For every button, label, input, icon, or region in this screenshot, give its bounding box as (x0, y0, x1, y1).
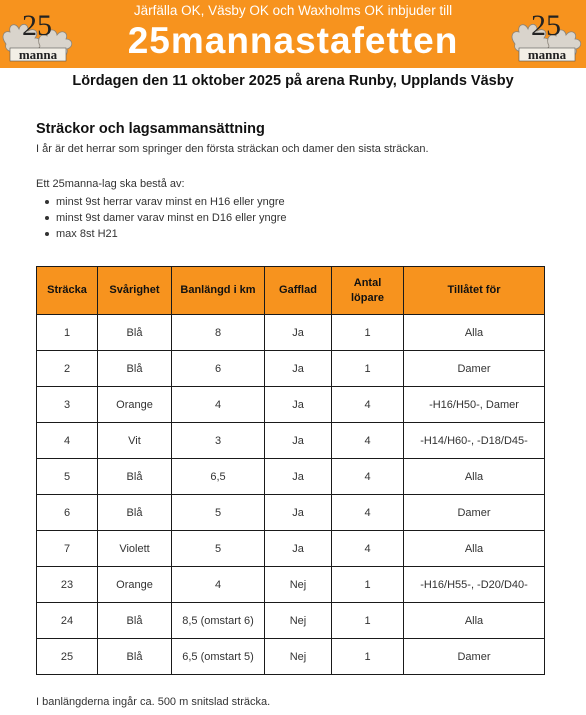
header-banner (0, 0, 586, 68)
cell-forked: Ja (265, 495, 332, 531)
cell-forked: Nej (265, 639, 332, 675)
section-heading: Sträckor och lagsammansättning (36, 121, 265, 137)
cell-difficulty: Blå (98, 495, 172, 531)
cell-runners: 1 (332, 315, 404, 351)
cell-leg: 24 (37, 603, 98, 639)
cell-allowed: Alla (404, 603, 545, 639)
cell-leg: 4 (37, 423, 98, 459)
cell-leg: 1 (37, 315, 98, 351)
cell-length: 3 (172, 423, 265, 459)
section-lead: I år är det herrar som springer den första sträckan och damer den sista sträckan. (36, 143, 429, 155)
cell-leg: 3 (37, 387, 98, 423)
logo-right-number: 25 (531, 9, 561, 42)
legs-table (36, 266, 545, 675)
table-row (37, 459, 545, 495)
cell-leg: 5 (37, 459, 98, 495)
cell-runners: 1 (332, 351, 404, 387)
cell-length: 8 (172, 315, 265, 351)
cell-allowed: Damer (404, 351, 545, 387)
logo-right-word: manna (527, 47, 567, 62)
cell-difficulty: Blå (98, 351, 172, 387)
invite-line: Järfälla OK, Väsby OK och Waxholms OK inbjuder till (133, 3, 453, 18)
logo-left-number: 25 (22, 9, 52, 42)
cell-difficulty: Orange (98, 387, 172, 423)
cell-leg: 23 (37, 567, 98, 603)
cell-difficulty: Blå (98, 603, 172, 639)
col-header-leg: Sträcka (37, 267, 98, 315)
table-row (37, 531, 545, 567)
col-header-length: Banlängd i km (172, 267, 265, 315)
cell-allowed: Alla (404, 315, 545, 351)
cell-length: 5 (172, 495, 265, 531)
cell-difficulty: Blå (98, 315, 172, 351)
table-row (37, 387, 545, 423)
table-header-row (37, 267, 545, 315)
footnote: I banlängderna ingår ca. 500 m snitslad sträcka. (36, 696, 271, 708)
cell-forked: Nej (265, 603, 332, 639)
table-row (37, 567, 545, 603)
cell-leg: 25 (37, 639, 98, 675)
rule-item: minst 9st herrar varav minst en H16 eller yngre (36, 194, 286, 210)
cell-length: 4 (172, 387, 265, 423)
table-row (37, 423, 545, 459)
col-header-runners: Antal löpare (332, 267, 404, 315)
cell-allowed: Alla (404, 459, 545, 495)
cell-difficulty: Violett (98, 531, 172, 567)
cell-allowed: -H14/H60-, -D18/D45- (404, 423, 545, 459)
table-row (37, 315, 545, 351)
table-row (37, 495, 545, 531)
cell-runners: 1 (332, 639, 404, 675)
cell-allowed: -H16/H55-, -D20/D40- (404, 567, 545, 603)
cell-length: 5 (172, 531, 265, 567)
cell-length: 6 (172, 351, 265, 387)
cell-forked: Nej (265, 567, 332, 603)
col-header-forked: Gafflad (265, 267, 332, 315)
rule-item: minst 9st damer varav minst en D16 eller yngre (36, 210, 286, 226)
cell-length: 6,5 (omstart 5) (172, 639, 265, 675)
cell-forked: Ja (265, 315, 332, 351)
cell-runners: 4 (332, 423, 404, 459)
cell-difficulty: Blå (98, 459, 172, 495)
cell-allowed: Alla (404, 531, 545, 567)
cell-leg: 7 (37, 531, 98, 567)
cell-runners: 4 (332, 495, 404, 531)
table-row (37, 639, 545, 675)
composition-rules (36, 194, 286, 242)
cell-forked: Ja (265, 351, 332, 387)
cell-length: 8,5 (omstart 6) (172, 603, 265, 639)
cell-length: 4 (172, 567, 265, 603)
cell-allowed: Damer (404, 639, 545, 675)
table-row (37, 351, 545, 387)
cell-forked: Ja (265, 459, 332, 495)
cell-forked: Ja (265, 387, 332, 423)
rule-item: max 8st H21 (36, 226, 286, 242)
cell-runners: 4 (332, 459, 404, 495)
cell-difficulty: Blå (98, 639, 172, 675)
cell-leg: 6 (37, 495, 98, 531)
cell-runners: 1 (332, 603, 404, 639)
table-row (37, 603, 545, 639)
cell-difficulty: Orange (98, 567, 172, 603)
cell-runners: 4 (332, 387, 404, 423)
col-header-allowed: Tillåtet för (404, 267, 545, 315)
col-header-difficulty: Svårighet (98, 267, 172, 315)
cell-runners: 1 (332, 567, 404, 603)
event-date: Lördagen den 11 oktober 2025 på arena Runby, Upplands Väsby (72, 73, 514, 89)
cell-length: 6,5 (172, 459, 265, 495)
event-title: 25mannastafetten (127, 20, 459, 61)
cell-difficulty: Vit (98, 423, 172, 459)
composition-intro: Ett 25manna-lag ska bestå av: (36, 178, 185, 190)
cell-forked: Ja (265, 531, 332, 567)
logo-right (509, 4, 585, 64)
cell-allowed: -H16/H50-, Damer (404, 387, 545, 423)
cell-forked: Ja (265, 423, 332, 459)
cell-allowed: Damer (404, 495, 545, 531)
logo-left-word: manna (18, 47, 58, 62)
cell-runners: 4 (332, 531, 404, 567)
cell-leg: 2 (37, 351, 98, 387)
